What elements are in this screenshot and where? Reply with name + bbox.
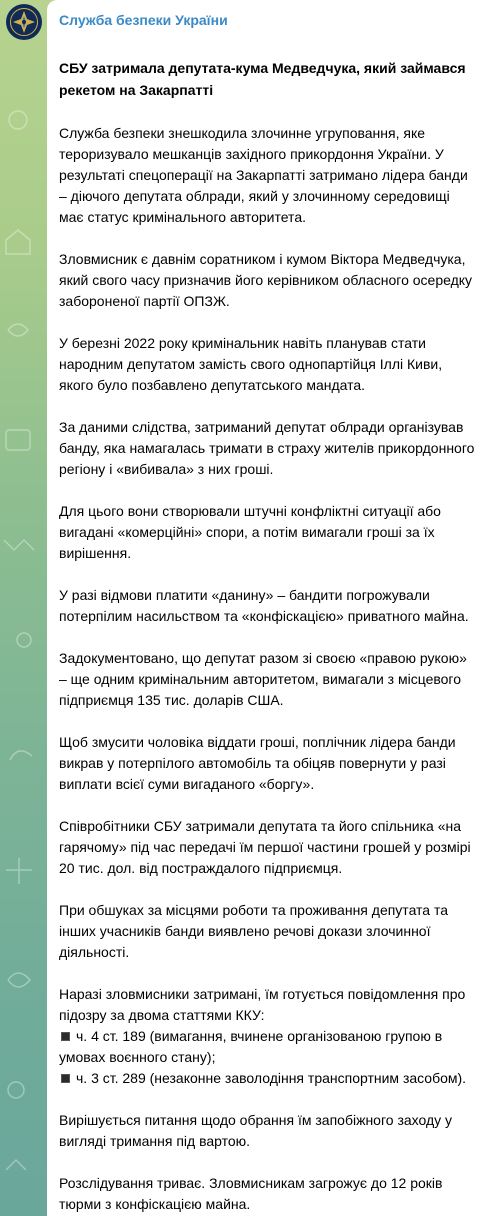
charges-intro: Наразі зловмисники затримані, їм готується повідомлення про підозру за двома статтями ККУ: [59,986,466,1023]
post-paragraph: Для цього вони створювали штучні конфліктні ситуації або вигадані «комерційні» спори, а потім вимагали гроші за їх вирішення. [59,503,441,561]
post-paragraph: У разі відмови платити «данину» – бандити погрожували потерпілим насильством та «конфіскацією» приватного майна. [59,587,469,624]
post-paragraph: Вирішується питання щодо обрання їм запобіжного заходу у вигляді тримання під вартою. [59,1112,453,1149]
post-paragraph: Служба безпеки знешкодила злочинне угруповання, яке тероризувало мешканців західного прикордоння України. У результаті спецоперації на Закарпатті затримано лідера банди – діючого депутата облради, який у злочинному середовищі має статус кримінального авторитета. [59,125,468,225]
post-paragraph: Співробітники СБУ затримали депутата та його спільника «на гарячому» під час передачі їм першої частини грошей у розмірі 20 тис. дол. від постраждалого підприємця. [59,818,471,876]
post-paragraph: За даними слідства, затриманий депутат облради організував банду, яка намагалась тримати в страху жителів прикордонного регіону і «вибивала» з них гроші. [59,419,475,477]
message-bubble [47,0,488,1216]
post-paragraph: Щоб змусити чоловіка віддати гроші, поплічник лідера банди викрав у потерпілого автомобіль та обіцяв повернути у разі виплати всієї суми вигаданого «боргу». [59,734,456,792]
post-title: СБУ затримала депутата-кума Медведчука, який займався рекетом на Закарпатті [59,60,466,98]
post-paragraph: Розслідування триває. Зловмисникам загрожує до 12 років тюрми з конфіскацією майна. [59,1175,443,1212]
channel-name[interactable]: Служба безпеки України [59,12,228,28]
post-paragraph: При обшуках за місцями роботи та проживання депутата та інших учасників банди виявлено речові докази злочинної діяльності. [59,902,449,960]
charge-text: ч. 3 ст. 289 (незаконне заволодіння транспортним засобом). [76,1070,467,1086]
channel-avatar[interactable] [6,4,42,40]
charge-item [59,1026,476,1068]
charge-text: ч. 4 ст. 189 (вимагання, вчинене організованою групою в умовах воєнного стану); [59,1028,443,1065]
post-paragraph: Зловмисник є давнім соратником і кумом Віктора Медведчука, який свого часу призначив його керівником обласного осередку забороненої партії ОПЗЖ. [59,251,473,309]
sbu-emblem-icon [7,5,41,39]
charges-block [59,984,476,1089]
post-paragraph: Задокументовано, що депутат разом зі своєю «правою рукою» – ще одним кримінальним авторитетом, вимагали з місцевого підприємця 135 тис. доларів США. [59,650,467,708]
black-square-bullet-icon [61,1074,70,1083]
black-square-bullet-icon [61,1032,70,1041]
post-paragraph: У березні 2022 року кримінальник навіть планував стати народним депутатом замість свого однопартійця Іллі Киви, якого було позбавлено депутатського мандата. [59,335,443,393]
charge-item [59,1068,476,1089]
